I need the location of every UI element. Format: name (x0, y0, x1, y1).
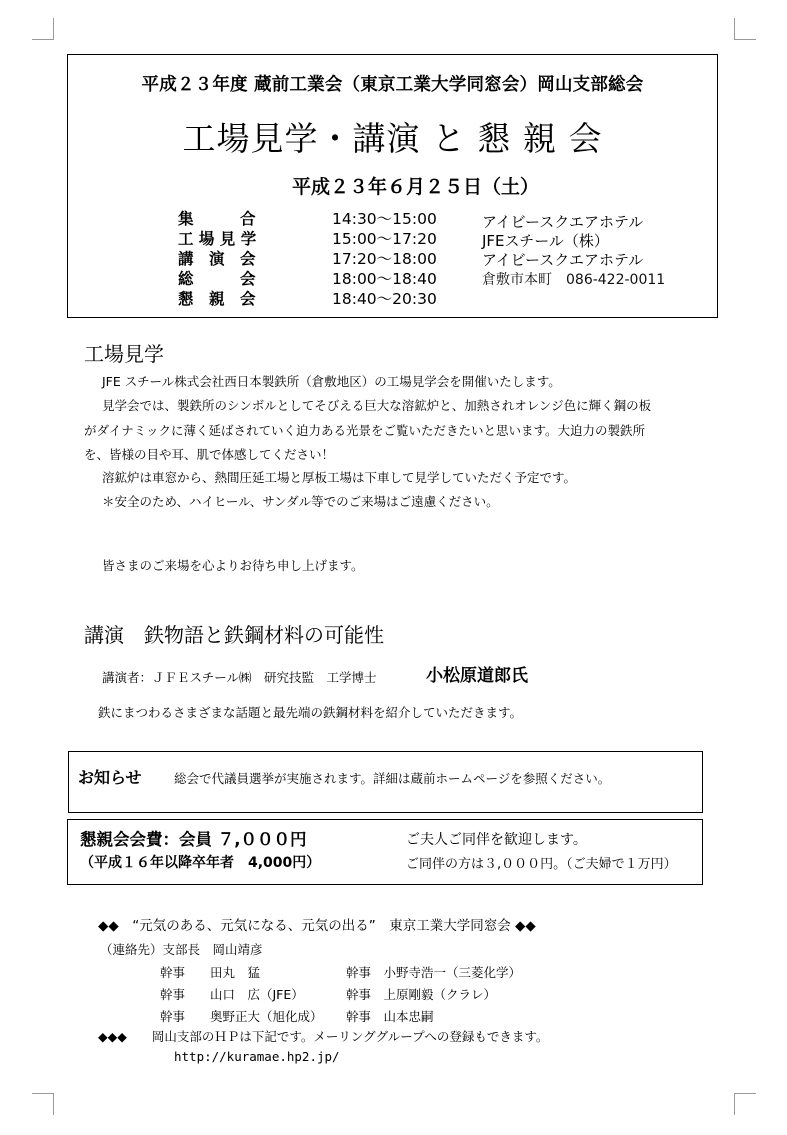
schedule-label: 集 合 (178, 210, 256, 228)
young-member-fee: （平成１６年以降卒年者 4,000円） (80, 855, 321, 871)
alumni-slogan: ◆◆ “元気のある、元気になる、元気の出る” 東京工業大学同窓会 ◆◆ (98, 918, 536, 934)
notice-title: お知らせ (78, 768, 142, 787)
event-title: 工場見学・講演 と 懇 親 会 (182, 119, 603, 158)
schedule-label: 懇 親 会 (178, 290, 256, 308)
lecture-description: 鉄にまつわるさまざまな話題と最先端の鉄鋼材料を紹介していただきます。 (98, 705, 523, 720)
crop-mark-top-left (32, 18, 54, 40)
contact-secretary: 幹事 山本忠嗣 (346, 1009, 434, 1024)
event-header-box (67, 54, 718, 318)
event-date: 平成２３年６月２５日（土） (292, 176, 540, 198)
notice-text: 総会で代議員選挙が実施されます。詳細は蔵前ホームページを参照ください。 (174, 771, 611, 786)
homepage-note: ◆◆◆ 岡山支部のＨＰは下記です。メーリンググループへの登録もできます。 (98, 1029, 549, 1044)
contact-secretary: 幹事 田丸 猛 (160, 965, 261, 980)
schedule-place: JFEスチール（株） (482, 232, 609, 250)
schedule-time: 17:20〜18:00 (332, 250, 437, 268)
tour-closing-line: 皆さまのご来場を心よりお待ち申し上げます。 (102, 558, 364, 573)
crop-mark-bottom-left (32, 1093, 54, 1115)
contact-branch-head: （連絡先）支部長 岡山靖彦 (100, 942, 263, 957)
lecture-heading: 講演 鉄物語と鉄鋼材料の可能性 (84, 623, 384, 647)
tour-paragraph-line: 見学会では、製鉄所のシンボルとしてそびえる巨大な溶鉱炉と、加熱されオレンジ色に輝く鋼の板 (102, 398, 652, 413)
contact-secretary: 幹事 小野寺浩一（三菱化学） (346, 965, 522, 980)
notice-box (68, 751, 703, 813)
tour-heading: 工場見学 (84, 342, 164, 366)
schedule-label: 講 演 会 (178, 250, 256, 268)
tour-safety-note: ＊安全のため、ハイヒール、サンダル等でのご来場はご遠慮ください。 (102, 494, 499, 509)
tour-paragraph-line: を、皆様の目や耳、肌で体感してください！ (84, 447, 335, 462)
contact-secretary: 幹事 奥野正大（旭化成） (160, 1009, 323, 1024)
schedule-label: 工 場 見 学 (178, 230, 257, 248)
lecture-speaker-name: 小松原道郎氏 (426, 666, 528, 686)
schedule-time: 18:00〜18:40 (332, 270, 437, 288)
schedule-place: 倉敷市本町 086-422-0011 (482, 272, 666, 288)
crop-mark-top-right (734, 18, 756, 40)
schedule-time: 18:40〜20:30 (332, 290, 437, 308)
lecture-speaker-prefix: 講演者：ＪＦＥスチール㈱ 研究技監 工学博士 (102, 670, 377, 685)
schedule-time: 15:00〜17:20 (332, 230, 437, 248)
schedule-time: 14:30〜15:00 (332, 210, 437, 228)
schedule-place: アイビースクエアホテル (482, 251, 644, 269)
tour-paragraph-line: がダイナミックに薄く延ばされていく迫力ある光景をご覧いただきたいと思います。大迫力の製鉄所 (84, 423, 646, 438)
crop-mark-bottom-right (734, 1093, 756, 1115)
tour-paragraph-line: JFE スチール株式会社西日本製鉄所（倉敷地区）の工場見学会を開催いたします。 (102, 374, 561, 389)
companion-fee: ご同伴の方は３,０００円。（ご夫婦で１万円） (406, 857, 677, 872)
homepage-url: http://kuramae.hp2.jp/ (174, 1049, 340, 1064)
schedule-place: アイビースクエアホテル (482, 213, 644, 231)
contact-secretary: 幹事 山口 広（JFE） (160, 987, 304, 1002)
tour-paragraph-line: 溶鉱炉は車窓から、熱間圧延工場と厚板工場は下車して見学していただく予定です。 (102, 470, 577, 485)
schedule-label: 総 会 (178, 270, 256, 288)
event-subtitle: 平成２３年度 蔵前工業会（東京工業大学同窓会）岡山支部総会 (141, 75, 644, 95)
member-fee: 懇親会会費：会員 ７,０００円 (80, 830, 307, 849)
spouse-welcome-note: ご夫人ご同伴を歓迎します。 (406, 832, 587, 848)
contact-secretary: 幹事 上原剛毅（クラレ） (346, 987, 497, 1002)
fee-box (67, 819, 703, 885)
